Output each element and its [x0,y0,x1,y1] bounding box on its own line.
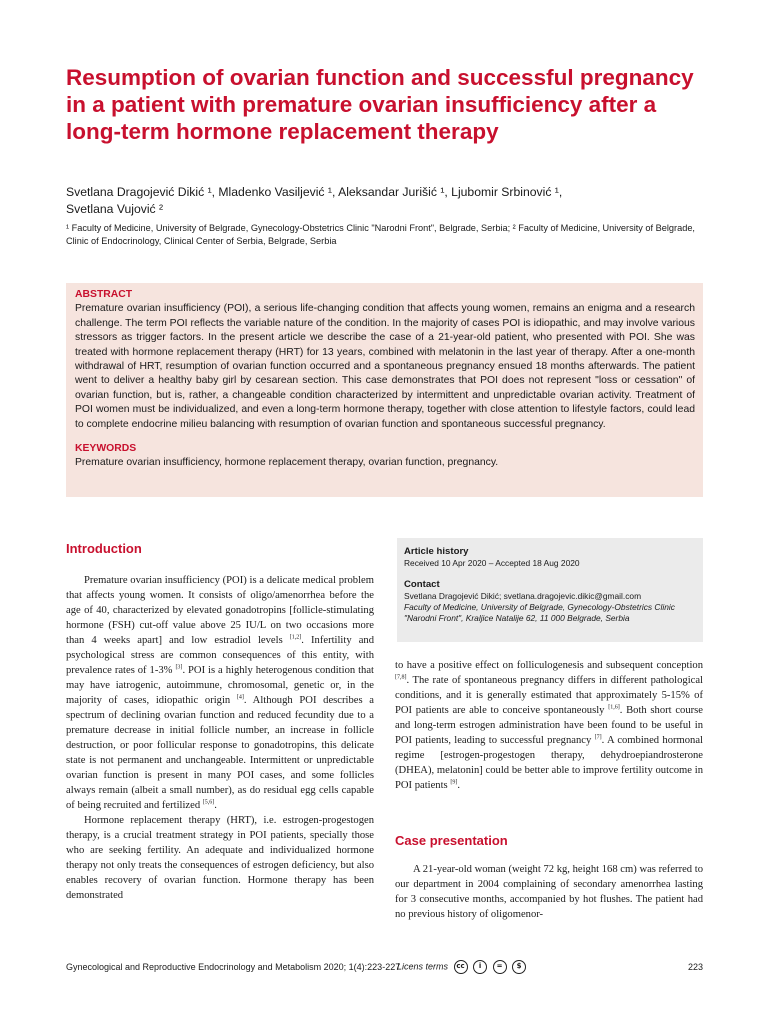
contact-heading: Contact [404,579,440,590]
case-presentation-text [395,862,703,922]
license-area [397,960,526,974]
abstract-heading: ABSTRACT [75,289,133,300]
keywords-text: Premature ovarian insufficiency, hormone replacement therapy, ovarian function, pregnancy. [75,457,499,469]
cc-nc-icon[interactable]: $ [512,960,526,974]
author-line-2: Svetlana Vujović ² [66,201,164,216]
introduction-column-1 [66,573,374,903]
page-number: 223 [688,962,704,972]
contact-email: Svetlana Dragojević Dikić; svetlana.dragojevic.dikic@gmail.com [404,591,642,601]
abstract-box [66,283,703,497]
cc-by-icon[interactable]: i [473,960,487,974]
contact-address: Faculty of Medicine, University of Belgrade, Gynecology-Obstetrics Clinic "Narodni Front", Kraljice Natalije 62, 11 000 Belgrade, Serbia [404,602,675,623]
license-label[interactable]: Licens terms [397,961,449,972]
history-text: Received 10 Apr 2020 – Accepted 18 Aug 2020 [404,558,580,568]
author-list [66,184,706,217]
introduction-heading: Introduction [66,541,142,556]
article-title: Resumption of ovarian function and successful pregnancy in a patient with premature ovarian insufficiency after a long-term hormone replacement therapy [66,65,694,144]
history-heading: Article history [404,546,469,557]
intro-paragraph-2: Hormone replacement therapy (HRT), i.e. estrogen-progestogen therapy, is a crucial treatment strategy in POI patients, specially those who are seeking fertility. An adequate and individualized hormone therapy not only treats the consequences of estrogen deficiency, but also enables recovery of ovarian function. Hormone therapy has been demonstrated [66,815,374,901]
cc-icon[interactable]: cc [454,960,468,974]
journal-citation: Gynecological and Reproductive Endocrinology and Metabolism 2020; 1(4):223-227 [66,962,401,972]
cc-nd-icon[interactable]: = [493,960,507,974]
introduction-column-2 [395,658,703,793]
intro-paragraph-1: Premature ovarian insufficiency (POI) is a delicate medical problem that affects young women. It consists of oligo/amenorrhea before the age of 40, characterized by elevated gonadotropins [follicle-stimulating hormone (FSH) cut-off value above 25 IU/L on two occasions more than 4 weeks apart] and low estradiol levels [1,2]. Infertility and psychological stress are common consequences of this entity, with prevalence rates of 1-3% [3]. POI is a highly heterogenous condition that may have iatrogenic, autoimmune, chromosomal, genetic or, in the majority of cases, idiopathic origin [4]. Although POI describes a spectrum of declining ovarian function and reduced fecundity due to a premature decrease in initial follicle number, an increase in follicle destruction, or poor follicular response to gonadotropins, this delicate state is not permanent and unchangeable. Intermittent or unpredictable ovarian function is present in many POI cases, and some follicles always remain (albeit a small number), as do residual egg cells capable of being recruited and fertilized [5,6]. [66,575,374,811]
intro-paragraph-2-continued: to have a positive effect on folliculogenesis and subsequent conception [7,8]. The rate of spontaneous pregnancy differs in different pathological conditions, and it is generally estimated that approximately 5-15% of POI patients are able to conceive spontaneously [1,6]. Both short course and long-term estrogen administration have been found to be useful in POI patients, leading to successful pregnancy [7]. A combined hormonal regime [estrogen-progestogen therapy, dehydroepiandrosterone (DHEA), melatonin] could be better able to improve fertility outcome in POI patients [9]. [395,660,703,791]
author-line-1: Svetlana Dragojević Dikić ¹, Mladenko Vasiljević ¹, Aleksandar Jurišić ¹, Ljubomir Srbinović ¹, [66,185,563,199]
abstract-text: Premature ovarian insufficiency (POI), a serious life-changing condition that affects young women, remains an enigma and a research challenge. The term POI reflects the variable nature of the condition. In the majority of cases POI is idiopathic, and may involve various stressors as trigger factors. In the present article we describe the case of a 21-year-old patient, who presented with POI. She was treated with hormone replacement therapy (HRT) for 13 years, combined with melatonin in the last year of therapy. After a one-month withdrawal of HRT, resumption of ovarian function occurred and a spontaneous pregnancy ensued 18 months afterwards. The patient went to deliver a healthy baby girl by cesarean section. This case demonstrates that POI does not represent "loss or cessation" of ovarian function, but is, rather, a changeable condition characterized by intermittent and unpredictable ovarian activity. Treatment of POI women must be individualized, and even a long-term hormone therapy, together with close attention to lifestyle factors, could lead to complete endocrine milieu balancing with resumption of ovarian function and spontaneous successful pregnancy. [75,303,695,430]
article-info-box [397,538,703,642]
affiliations: ¹ Faculty of Medicine, University of Belgrade, Gynecology-Obstetrics Clinic "Narodni Front", Belgrade, Serbia; ² Faculty of Medicine, University of Belgrade, Clinic of Endocrinology, Clinical Center of Serbia, Belgrade, Serbia [66,223,695,246]
case-presentation-heading: Case presentation [395,833,508,848]
keywords-heading: KEYWORDS [75,443,137,455]
case-paragraph-1: A 21-year-old woman (weight 72 kg, height 168 cm) was referred to our department in 2004 complaining of secondary amenorrhea lasting for 3 consecutive months, accompanied by hot flushes. The patient had no previous history of oligomenor- [395,864,703,920]
